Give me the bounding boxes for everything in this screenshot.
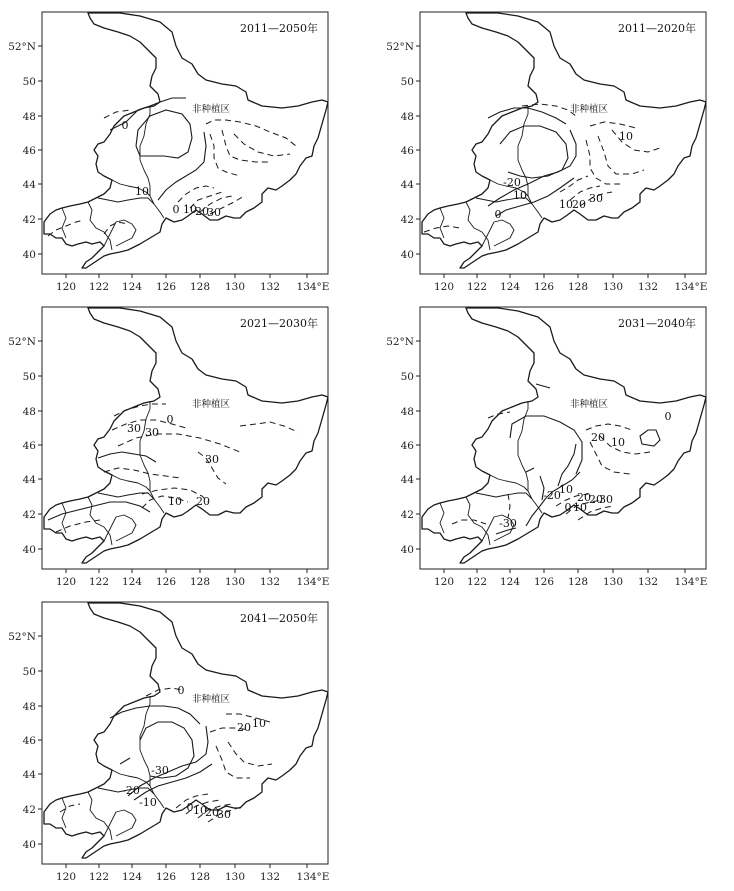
contour-value-label: -30 bbox=[151, 764, 169, 777]
contour-value-label: 0 bbox=[664, 410, 672, 423]
y-tick-label: 48 bbox=[22, 701, 36, 713]
x-tick-label: 128 bbox=[567, 576, 589, 588]
y-tick-label: 40 bbox=[22, 249, 36, 261]
y-tick-label: 44 bbox=[400, 474, 414, 486]
y-tick-label: 52°N bbox=[8, 336, 36, 348]
contour-value-label: 30 bbox=[207, 206, 221, 219]
x-tick-label: 130 bbox=[224, 576, 246, 588]
x-tick-label: 126 bbox=[155, 871, 177, 883]
contour-map bbox=[0, 6, 330, 293]
x-tick-label: 130 bbox=[224, 281, 246, 293]
contour-value-label: -20 bbox=[122, 784, 140, 797]
y-tick-label: 52°N bbox=[8, 631, 36, 643]
x-tick-label: 134°E bbox=[674, 576, 708, 588]
x-tick-label: 122 bbox=[88, 281, 110, 293]
x-tick-label: 122 bbox=[466, 281, 488, 293]
y-tick-label: 48 bbox=[400, 406, 414, 418]
contour-value-label: 30 bbox=[217, 808, 231, 821]
y-tick-label: 44 bbox=[400, 179, 414, 191]
contour-value-label: 20 bbox=[237, 721, 251, 734]
contour-map bbox=[378, 301, 708, 588]
contour-value-label: 10 bbox=[559, 198, 573, 211]
x-tick-label: 122 bbox=[466, 576, 488, 588]
y-tick-label: 42 bbox=[22, 804, 36, 816]
y-tick-label: 50 bbox=[400, 76, 414, 88]
contour-value-label: 20 bbox=[591, 431, 605, 444]
y-tick-label: 46 bbox=[22, 735, 36, 747]
y-tick-label: 46 bbox=[400, 145, 414, 157]
contour-map bbox=[0, 301, 330, 588]
x-tick-label: 132 bbox=[637, 576, 659, 588]
map-panel-2021-2030 bbox=[0, 301, 330, 588]
x-tick-label: 122 bbox=[88, 576, 110, 588]
contour-value-label: -30 bbox=[499, 517, 517, 530]
x-tick-label: 132 bbox=[259, 281, 281, 293]
contour-value-label: 10 bbox=[619, 130, 633, 143]
panel-title: 2011—2050年 bbox=[240, 22, 318, 35]
contour-value-label: 20 bbox=[196, 495, 210, 508]
contour-value-label: 0 bbox=[564, 501, 572, 514]
panel-title: 2031—2040年 bbox=[618, 317, 696, 330]
y-tick-label: 50 bbox=[22, 76, 36, 88]
x-tick-label: 134°E bbox=[296, 871, 330, 883]
map-panel-2011-2050 bbox=[0, 6, 330, 293]
y-tick-label: 50 bbox=[400, 371, 414, 383]
x-tick-label: 126 bbox=[533, 576, 555, 588]
y-tick-label: 46 bbox=[22, 440, 36, 452]
x-tick-label: 124 bbox=[121, 871, 143, 883]
non-planting-zone-label: 非种植区 bbox=[570, 104, 609, 115]
map-panel-2031-2040 bbox=[378, 301, 708, 588]
contour-value-label: 0 bbox=[494, 208, 502, 221]
contour-map bbox=[0, 596, 330, 883]
x-tick-label: 122 bbox=[88, 871, 110, 883]
x-tick-label: 124 bbox=[499, 281, 521, 293]
y-tick-label: 42 bbox=[22, 214, 36, 226]
contour-value-label: 20 bbox=[205, 806, 219, 819]
y-tick-label: 46 bbox=[22, 145, 36, 157]
y-tick-label: 48 bbox=[22, 406, 36, 418]
x-tick-label: 124 bbox=[499, 576, 521, 588]
y-tick-label: 48 bbox=[400, 111, 414, 123]
y-tick-label: 44 bbox=[22, 179, 36, 191]
y-tick-label: 42 bbox=[400, 509, 414, 521]
contour-value-label: 20 bbox=[589, 493, 603, 506]
contour-value-label: 10 bbox=[573, 501, 587, 514]
non-planting-zone-label: 非种植区 bbox=[192, 694, 231, 705]
contour-value-label: 10 bbox=[513, 189, 527, 202]
y-tick-label: 44 bbox=[22, 474, 36, 486]
x-tick-label: 120 bbox=[55, 871, 77, 883]
contour-value-label: 30 bbox=[127, 422, 141, 435]
contour-value-label: 10 bbox=[135, 185, 149, 198]
non-planting-zone-label: 非种植区 bbox=[192, 399, 231, 410]
x-tick-label: 128 bbox=[189, 576, 211, 588]
contour-value-label: 10 bbox=[559, 483, 573, 496]
y-tick-label: 50 bbox=[22, 666, 36, 678]
panel-title: 2011—2020年 bbox=[618, 22, 696, 35]
map-frame bbox=[420, 12, 706, 274]
contour-value-label: 20 bbox=[572, 198, 586, 211]
map-frame bbox=[42, 12, 328, 274]
x-tick-label: 132 bbox=[637, 281, 659, 293]
y-tick-label: 52°N bbox=[386, 336, 414, 348]
contour-value-label: 30 bbox=[599, 493, 613, 506]
contour-value-label: 30 bbox=[589, 192, 603, 205]
y-tick-label: 46 bbox=[400, 440, 414, 452]
non-planting-zone-label: 非种植区 bbox=[192, 104, 231, 115]
x-tick-label: 120 bbox=[433, 576, 455, 588]
contour-value-label: 0 bbox=[172, 203, 180, 216]
x-tick-label: 130 bbox=[602, 576, 624, 588]
y-tick-label: 44 bbox=[22, 769, 36, 781]
contour-value-label: 10 bbox=[193, 804, 207, 817]
x-tick-label: 132 bbox=[259, 576, 281, 588]
x-tick-label: 126 bbox=[533, 281, 555, 293]
map-frame bbox=[42, 602, 328, 864]
contour-value-label: -20 bbox=[543, 489, 561, 502]
map-panel-2041-2050 bbox=[0, 596, 330, 883]
contour-value-label: -10 bbox=[139, 796, 157, 809]
contour-value-label: 10 bbox=[252, 717, 266, 730]
x-tick-label: 134°E bbox=[296, 576, 330, 588]
map-frame bbox=[420, 307, 706, 569]
x-tick-label: 120 bbox=[55, 576, 77, 588]
y-tick-label: 48 bbox=[22, 111, 36, 123]
x-tick-label: 132 bbox=[259, 871, 281, 883]
x-tick-label: 134°E bbox=[296, 281, 330, 293]
contour-value-label: 10 bbox=[183, 203, 197, 216]
x-tick-label: 120 bbox=[433, 281, 455, 293]
x-tick-label: 126 bbox=[155, 281, 177, 293]
x-tick-label: 130 bbox=[224, 871, 246, 883]
contour-value-label: 30 bbox=[205, 453, 219, 466]
map-panel-2011-2020 bbox=[378, 6, 708, 293]
y-tick-label: 50 bbox=[22, 371, 36, 383]
x-tick-label: 126 bbox=[155, 576, 177, 588]
contour-value-label: 20 bbox=[195, 205, 209, 218]
x-tick-label: 124 bbox=[121, 281, 143, 293]
contour-map bbox=[378, 6, 708, 293]
contour-value-label: 10 bbox=[611, 436, 625, 449]
x-tick-label: 130 bbox=[602, 281, 624, 293]
panel-title: 2021—2030年 bbox=[240, 317, 318, 330]
y-tick-label: 52°N bbox=[386, 41, 414, 53]
y-tick-label: 42 bbox=[22, 509, 36, 521]
contour-value-label: -20 bbox=[503, 176, 521, 189]
x-tick-label: 128 bbox=[189, 281, 211, 293]
y-tick-label: 40 bbox=[22, 544, 36, 556]
y-tick-label: 40 bbox=[400, 249, 414, 261]
contour-value-label: 30 bbox=[145, 426, 159, 439]
contour-value-label: 0 bbox=[186, 801, 194, 814]
y-tick-label: 52°N bbox=[8, 41, 36, 53]
panel-title: 2041—2050年 bbox=[240, 612, 318, 625]
x-tick-label: 120 bbox=[55, 281, 77, 293]
y-tick-label: 42 bbox=[400, 214, 414, 226]
contour-value-label: 20 bbox=[577, 491, 591, 504]
map-frame bbox=[42, 307, 328, 569]
non-planting-zone-label: 非种植区 bbox=[570, 399, 609, 410]
y-tick-label: 40 bbox=[400, 544, 414, 556]
x-tick-label: 134°E bbox=[674, 281, 708, 293]
contour-value-label: 0 bbox=[121, 119, 129, 132]
contour-value-label: 0 bbox=[166, 413, 174, 426]
contour-value-label: 10 bbox=[168, 495, 182, 508]
contour-value-label: 0 bbox=[177, 684, 185, 697]
y-tick-label: 40 bbox=[22, 839, 36, 851]
x-tick-label: 124 bbox=[121, 576, 143, 588]
x-tick-label: 128 bbox=[189, 871, 211, 883]
x-tick-label: 128 bbox=[567, 281, 589, 293]
